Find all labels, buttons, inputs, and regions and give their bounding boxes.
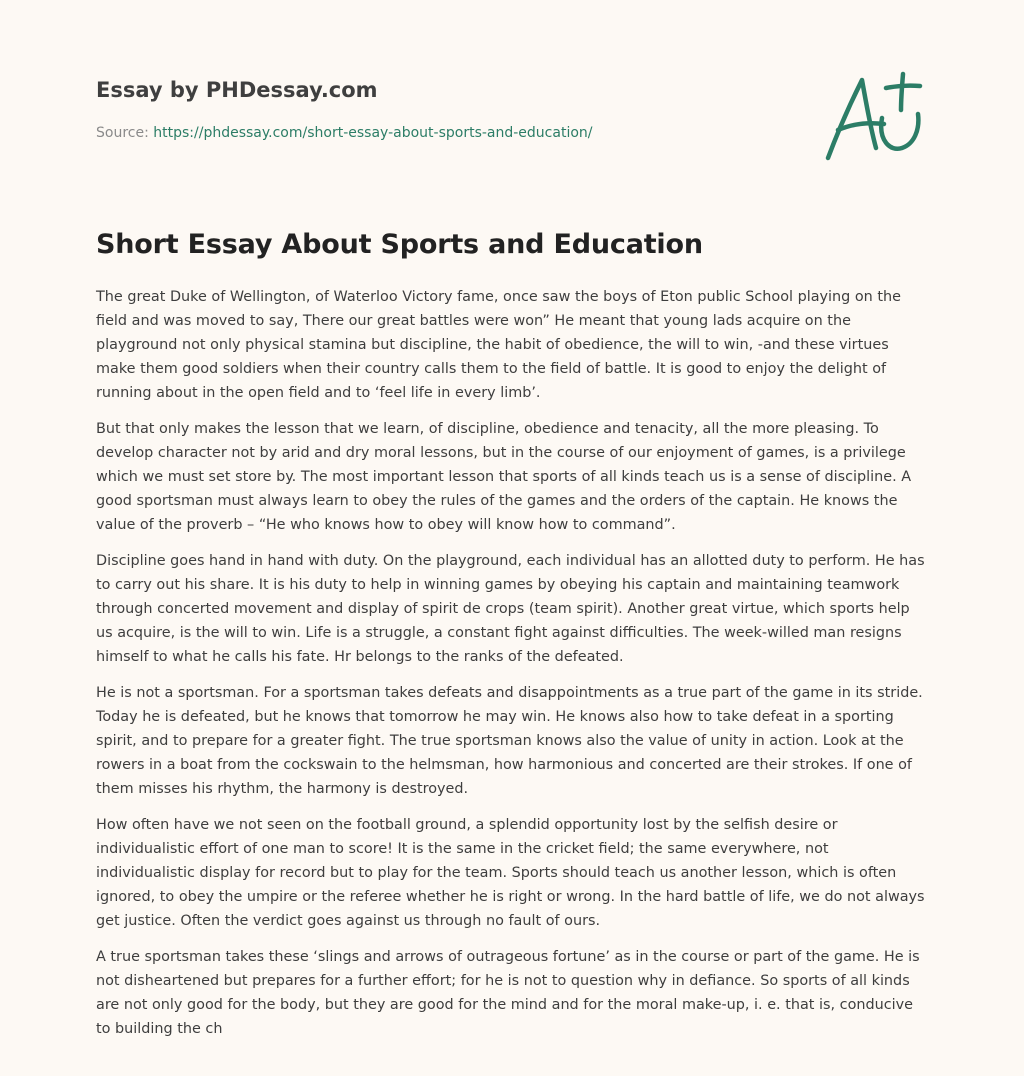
- source-label: Source:: [96, 125, 154, 141]
- source-line: [96, 123, 796, 143]
- essay-paragraph: He is not a sportsman. For a sportsman takes defeats and disappointments as a true part of the game in its stride. Today he is defeated, but he knows that tomorrow he may win. He knows also how to take defeat in a sporting spirit, and to prepare for a greater fight. The true sportsman knows also the value of unity in action. Look at the rowers in a boat from the cockswain to the helmsman, how harmonious and concerted are their strokes. If one of them misses his rhythm, the harmony is destroyed.: [96, 685, 923, 797]
- page-header: [96, 76, 796, 143]
- site-title: Essay by PHDessay.com: [96, 78, 378, 102]
- a-plus-grade-icon: [818, 66, 930, 166]
- source-link[interactable]: https://phdessay.com/short-essay-about-sports-and-education/: [153, 125, 593, 141]
- essay-paragraph: The great Duke of Wellington, of Waterloo Victory fame, once saw the boys of Eton public School playing on the field and was moved to say, There our great battles were won” He meant that young lads acquire on the playground not only physical stamina but discipline, the habit of obedience, the will to win, -and these virtues make them good soldiers when their country calls them to the field of battle. It is good to enjoy the delight of running about in the open field and to ‘feel life in every limb’.: [96, 289, 901, 401]
- essay-body: [96, 285, 926, 1053]
- essay-title: Short Essay About Sports and Education: [96, 229, 703, 260]
- essay-paragraph: How often have we not seen on the football ground, a splendid opportunity lost by the selfish desire or individualistic effort of one man to score! It is the same in the cricket field; the same everywhere, not individualistic display for record but to play for the team. Sports should teach us another lesson, which is often ignored, to obey the umpire or the referee whether he is right or wrong. In the hard battle of life, we do not always get justice. Often the verdict goes against us through no fault of ours.: [96, 817, 925, 929]
- essay-paragraph: A true sportsman takes these ‘slings and arrows of outrageous fortune’ as in the course or part of the game. He is not disheartened but prepares for a further effort; for he is not to question why in defiance. So sports of all kinds are not only good for the body, but they are good for the mind and for the moral make-up, i. e. that is, conducive to building the ch: [96, 949, 920, 1037]
- essay-paragraph: Discipline goes hand in hand with duty. On the playground, each individual has an allotted duty to perform. He has to carry out his share. It is his duty to help in winning games by obeying his captain and maintaining teamwork through concerted movement and display of spirit de crops (team spirit). Another great virtue, which sports help us acquire, is the will to win. Life is a struggle, a constant fight against difficulties. The week-willed man resigns himself to what he calls his fate. Hr belongs to the ranks of the defeated.: [96, 553, 925, 665]
- essay-paragraph: But that only makes the lesson that we learn, of discipline, obedience and tenacity, all the more pleasing. To develop character not by arid and dry moral lessons, but in the course of our enjoyment of games, is a privilege which we must set store by. The most important lesson that sports of all kinds teach us is a sense of discipline. A good sportsman must always learn to obey the rules of the games and the orders of the captain. He knows the value of the proverb – “He who knows how to obey will know how to command”.: [96, 421, 912, 533]
